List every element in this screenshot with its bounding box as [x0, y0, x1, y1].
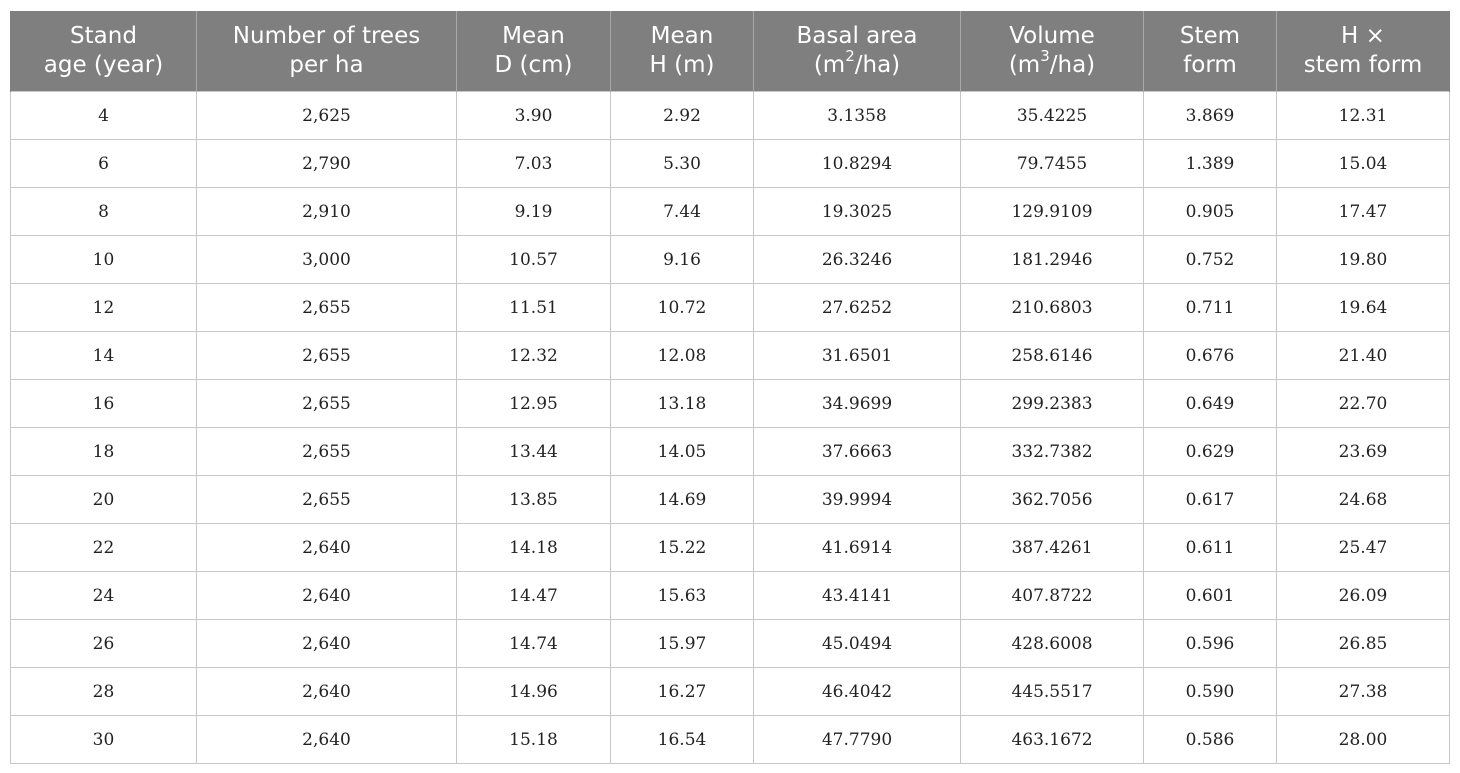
cell-stem-form: 0.752	[1144, 236, 1277, 284]
cell-mean-h: 15.22	[611, 524, 754, 572]
cell-trees-per-ha: 2,655	[197, 476, 457, 524]
table-row	[11, 620, 1450, 668]
cell-trees-per-ha: 2,655	[197, 284, 457, 332]
cell-stand-age: 22	[11, 524, 197, 572]
cell-volume: 258.6146	[961, 332, 1144, 380]
table-body	[11, 92, 1450, 764]
cell-basal-area: 43.4141	[754, 572, 961, 620]
cell-h-times-stem-form: 22.70	[1277, 380, 1450, 428]
cell-trees-per-ha: 2,910	[197, 188, 457, 236]
cell-mean-d: 14.96	[457, 668, 611, 716]
cell-stem-form: 0.586	[1144, 716, 1277, 764]
cell-h-times-stem-form: 28.00	[1277, 716, 1450, 764]
cell-mean-h: 15.97	[611, 620, 754, 668]
cell-mean-h: 14.05	[611, 428, 754, 476]
cell-volume: 332.7382	[961, 428, 1144, 476]
table-row	[11, 380, 1450, 428]
cell-volume: 181.2946	[961, 236, 1144, 284]
cell-trees-per-ha: 2,640	[197, 716, 457, 764]
cell-mean-h: 5.30	[611, 140, 754, 188]
cell-mean-d: 13.85	[457, 476, 611, 524]
cell-trees-per-ha: 2,640	[197, 668, 457, 716]
header-mean-d: Mean D (cm)	[457, 11, 611, 92]
cell-stand-age: 24	[11, 572, 197, 620]
cell-basal-area: 41.6914	[754, 524, 961, 572]
cell-basal-area: 3.1358	[754, 92, 961, 140]
table-row	[11, 428, 1450, 476]
cell-basal-area: 34.9699	[754, 380, 961, 428]
cell-basal-area: 46.4042	[754, 668, 961, 716]
cell-basal-area: 10.8294	[754, 140, 961, 188]
cell-h-times-stem-form: 26.85	[1277, 620, 1450, 668]
table-row	[11, 284, 1450, 332]
cell-mean-h: 9.16	[611, 236, 754, 284]
table-row	[11, 332, 1450, 380]
cell-volume: 129.9109	[961, 188, 1144, 236]
cell-mean-d: 7.03	[457, 140, 611, 188]
cell-mean-h: 12.08	[611, 332, 754, 380]
table-row	[11, 188, 1450, 236]
cell-mean-d: 12.32	[457, 332, 611, 380]
header-stem-form: Stem form	[1144, 11, 1277, 92]
cell-mean-h: 16.54	[611, 716, 754, 764]
cell-stand-age: 4	[11, 92, 197, 140]
cell-stem-form: 0.629	[1144, 428, 1277, 476]
table-row	[11, 716, 1450, 764]
cell-mean-d: 15.18	[457, 716, 611, 764]
table-row	[11, 476, 1450, 524]
cell-mean-d: 14.74	[457, 620, 611, 668]
cell-volume: 407.8722	[961, 572, 1144, 620]
cell-stand-age: 30	[11, 716, 197, 764]
cell-volume: 428.6008	[961, 620, 1144, 668]
cell-stem-form: 0.596	[1144, 620, 1277, 668]
table-row	[11, 668, 1450, 716]
cell-basal-area: 26.3246	[754, 236, 961, 284]
cell-stand-age: 18	[11, 428, 197, 476]
cell-h-times-stem-form: 17.47	[1277, 188, 1450, 236]
cell-h-times-stem-form: 24.68	[1277, 476, 1450, 524]
cell-stem-form: 1.389	[1144, 140, 1277, 188]
cell-h-times-stem-form: 19.64	[1277, 284, 1450, 332]
cell-h-times-stem-form: 23.69	[1277, 428, 1450, 476]
cell-basal-area: 39.9994	[754, 476, 961, 524]
cell-trees-per-ha: 2,640	[197, 524, 457, 572]
cell-basal-area: 47.7790	[754, 716, 961, 764]
cell-basal-area: 37.6663	[754, 428, 961, 476]
table-row	[11, 572, 1450, 620]
cell-trees-per-ha: 2,655	[197, 380, 457, 428]
cell-volume: 35.4225	[961, 92, 1144, 140]
cell-stand-age: 16	[11, 380, 197, 428]
cell-stand-age: 12	[11, 284, 197, 332]
cell-volume: 387.4261	[961, 524, 1144, 572]
cell-h-times-stem-form: 12.31	[1277, 92, 1450, 140]
cell-mean-h: 14.69	[611, 476, 754, 524]
cell-mean-d: 9.19	[457, 188, 611, 236]
cell-mean-d: 3.90	[457, 92, 611, 140]
cell-stand-age: 6	[11, 140, 197, 188]
table-row	[11, 140, 1450, 188]
cell-trees-per-ha: 2,625	[197, 92, 457, 140]
cell-trees-per-ha: 3,000	[197, 236, 457, 284]
cell-volume: 210.6803	[961, 284, 1144, 332]
header-mean-h: Mean H (m)	[611, 11, 754, 92]
cell-mean-h: 10.72	[611, 284, 754, 332]
cell-volume: 445.5517	[961, 668, 1144, 716]
cell-stand-age: 26	[11, 620, 197, 668]
cell-stem-form: 0.905	[1144, 188, 1277, 236]
cell-mean-d: 11.51	[457, 284, 611, 332]
cell-volume: 463.1672	[961, 716, 1144, 764]
table-row	[11, 524, 1450, 572]
cell-stand-age: 20	[11, 476, 197, 524]
cell-trees-per-ha: 2,640	[197, 572, 457, 620]
cell-basal-area: 31.6501	[754, 332, 961, 380]
cell-trees-per-ha: 2,655	[197, 428, 457, 476]
cell-trees-per-ha: 2,655	[197, 332, 457, 380]
cell-mean-d: 13.44	[457, 428, 611, 476]
cell-h-times-stem-form: 15.04	[1277, 140, 1450, 188]
cell-mean-h: 2.92	[611, 92, 754, 140]
cell-basal-area: 45.0494	[754, 620, 961, 668]
header-number-of-trees: Number of trees per ha	[197, 11, 457, 92]
data-table-container	[10, 11, 1449, 764]
cell-basal-area: 19.3025	[754, 188, 961, 236]
cell-stem-form: 0.617	[1144, 476, 1277, 524]
cell-volume: 299.2383	[961, 380, 1144, 428]
cell-h-times-stem-form: 25.47	[1277, 524, 1450, 572]
cell-volume: 79.7455	[961, 140, 1144, 188]
cell-volume: 362.7056	[961, 476, 1144, 524]
cell-h-times-stem-form: 27.38	[1277, 668, 1450, 716]
cell-stem-form: 0.649	[1144, 380, 1277, 428]
cell-stem-form: 0.676	[1144, 332, 1277, 380]
header-volume: Volume $(m^3/ha)$	[961, 11, 1144, 92]
table-row	[11, 236, 1450, 284]
cell-stem-form: 3.869	[1144, 92, 1277, 140]
header-row	[11, 11, 1450, 92]
cell-stem-form: 0.611	[1144, 524, 1277, 572]
header-basal-area: Basal area $(m^2/ha)$	[754, 11, 961, 92]
cell-mean-h: 16.27	[611, 668, 754, 716]
cell-stand-age: 10	[11, 236, 197, 284]
cell-h-times-stem-form: 21.40	[1277, 332, 1450, 380]
cell-stand-age: 8	[11, 188, 197, 236]
cell-mean-d: 10.57	[457, 236, 611, 284]
cell-mean-h: 13.18	[611, 380, 754, 428]
forest-stand-table	[10, 11, 1450, 764]
cell-stem-form: 0.590	[1144, 668, 1277, 716]
cell-h-times-stem-form: 26.09	[1277, 572, 1450, 620]
header-stand-age: Stand age (year)	[11, 11, 197, 92]
cell-mean-d: 14.47	[457, 572, 611, 620]
cell-trees-per-ha: 2,790	[197, 140, 457, 188]
cell-h-times-stem-form: 19.80	[1277, 236, 1450, 284]
cell-stand-age: 28	[11, 668, 197, 716]
header-h-times-stem-form: H × stem form	[1277, 11, 1450, 92]
cell-basal-area: 27.6252	[754, 284, 961, 332]
table-row	[11, 92, 1450, 140]
cell-mean-h: 15.63	[611, 572, 754, 620]
cell-stem-form: 0.601	[1144, 572, 1277, 620]
cell-mean-d: 14.18	[457, 524, 611, 572]
cell-mean-h: 7.44	[611, 188, 754, 236]
cell-trees-per-ha: 2,640	[197, 620, 457, 668]
cell-mean-d: 12.95	[457, 380, 611, 428]
cell-stem-form: 0.711	[1144, 284, 1277, 332]
cell-stand-age: 14	[11, 332, 197, 380]
